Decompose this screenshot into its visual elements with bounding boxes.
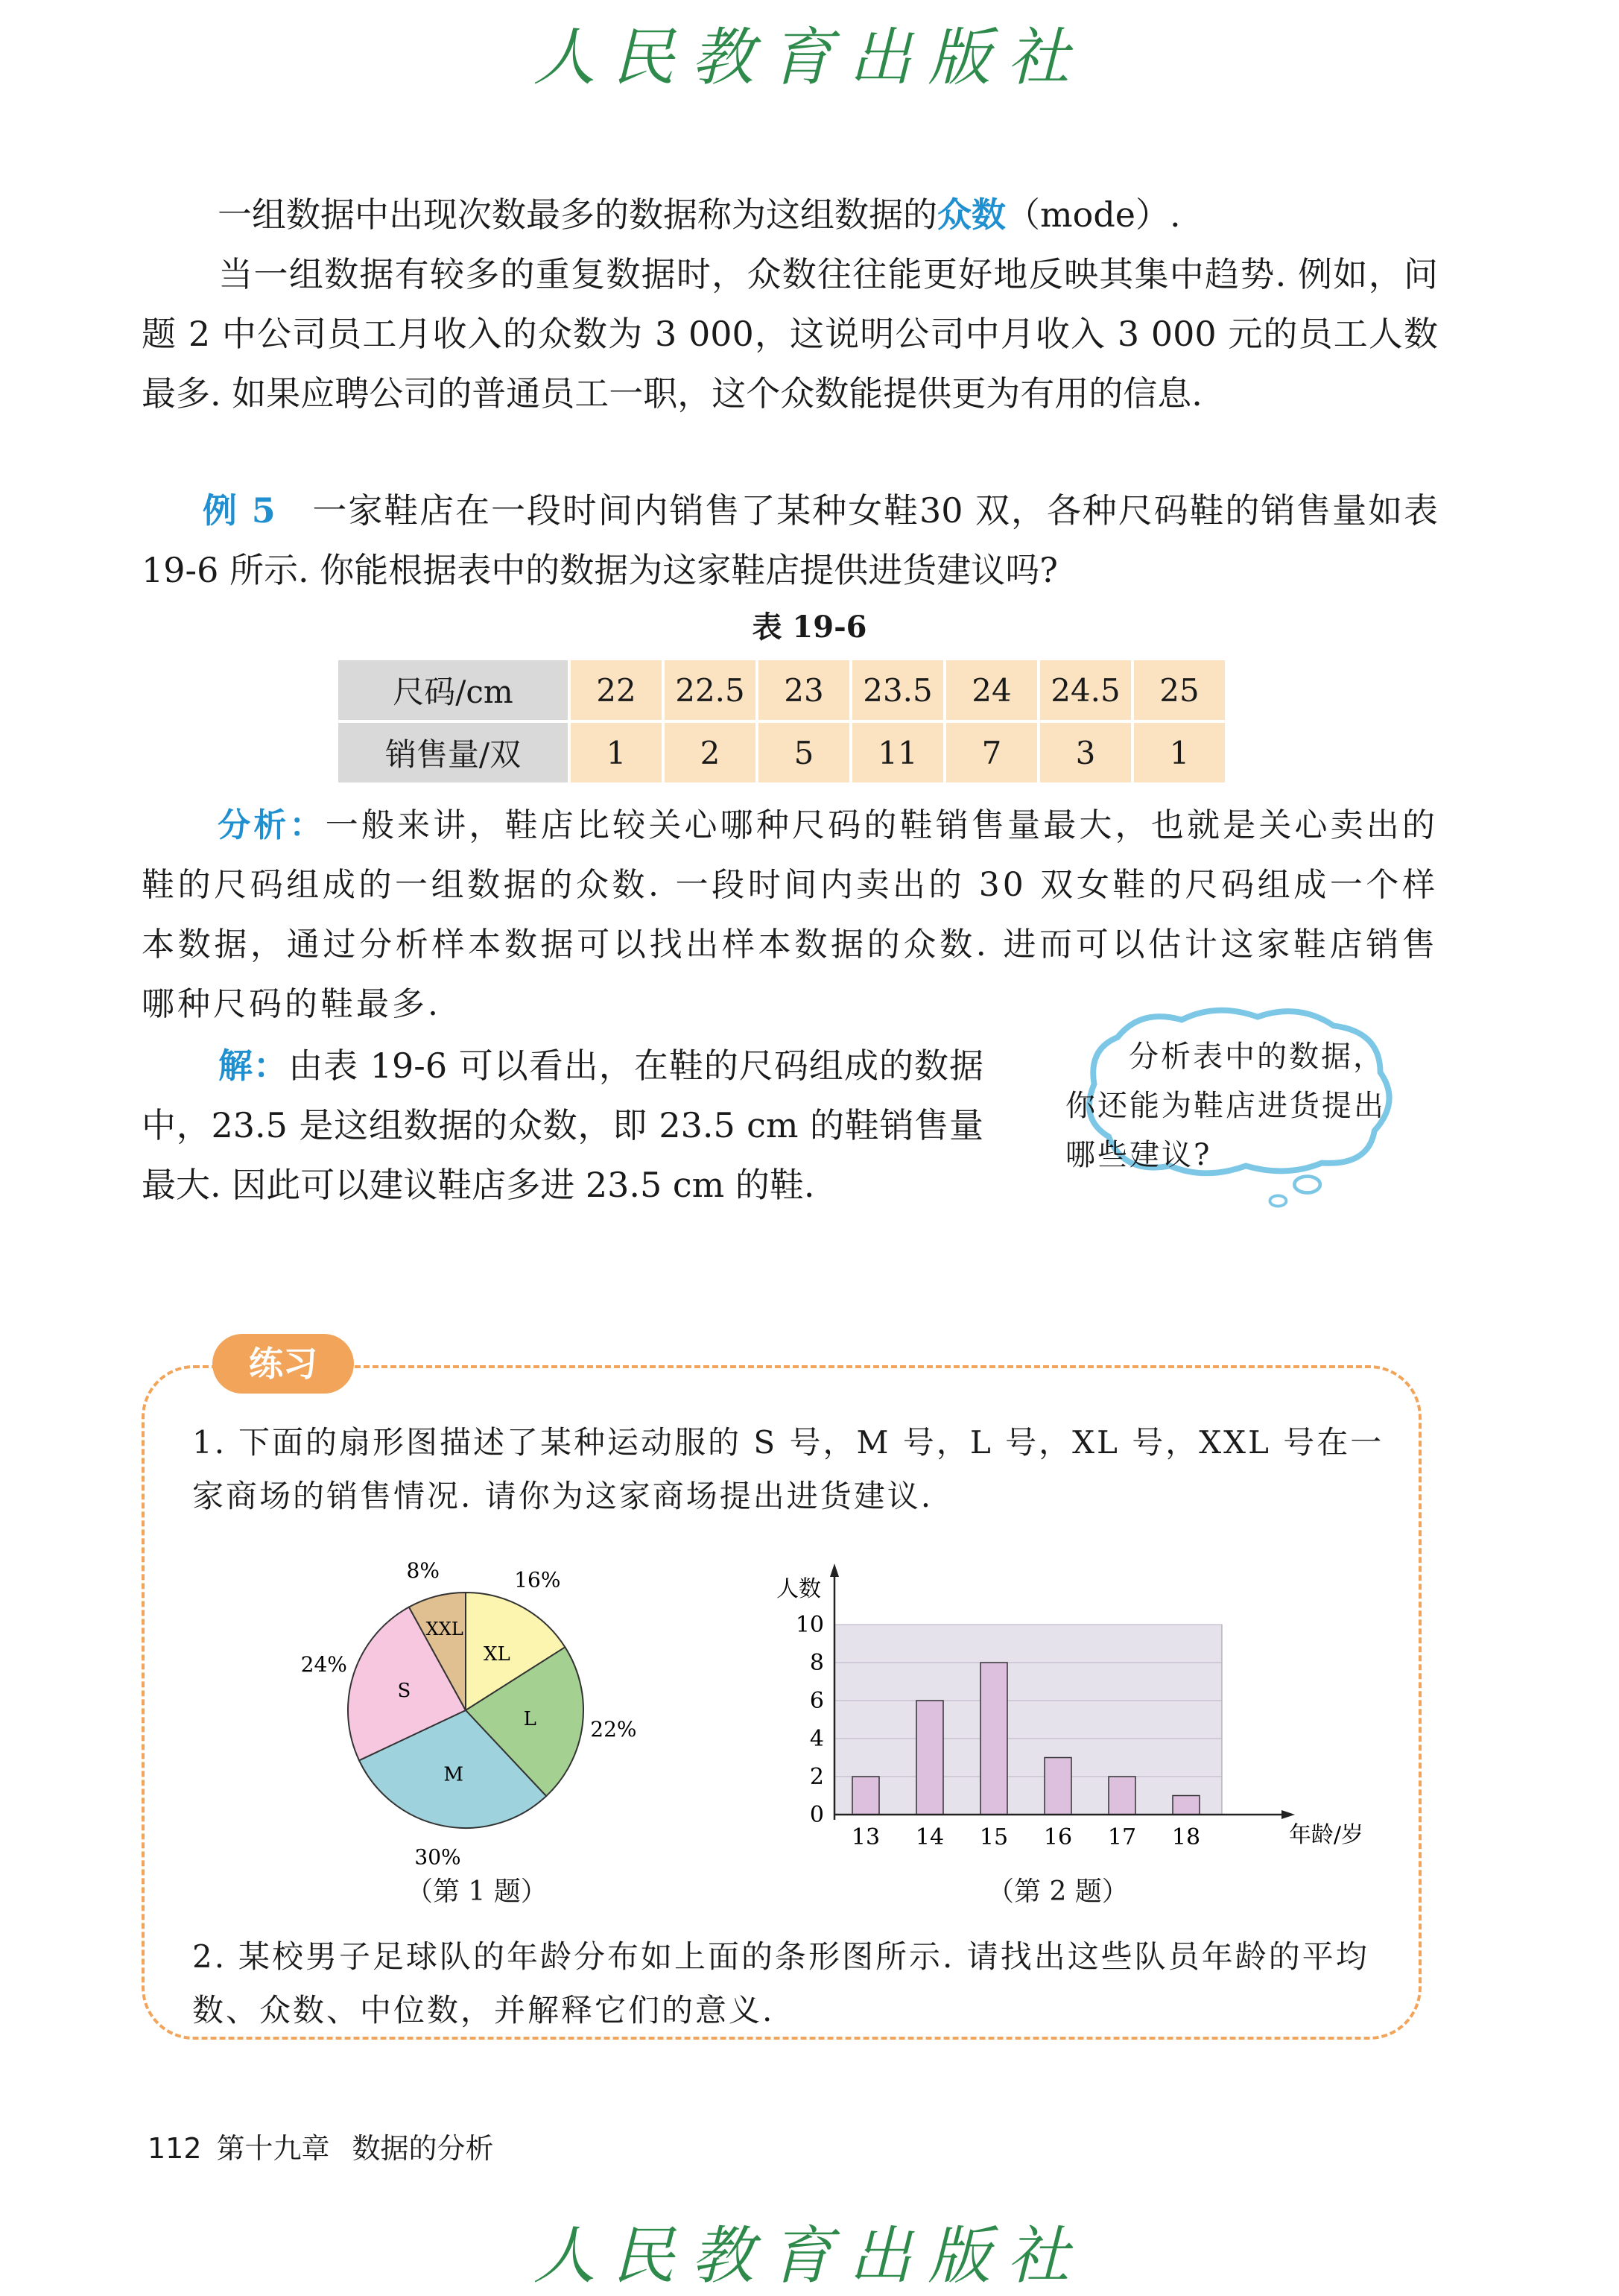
bar-chart: [753, 1550, 1364, 1863]
y-tick-label: 2: [809, 1764, 824, 1790]
size-cell: 23.5: [851, 659, 945, 721]
example-text: 一家鞋店在一段时间内销售了某种女鞋30 双，各种尺码鞋的销售量如表 19-6 所示. 你能根据表中的数据为这家鞋店提供进货建议吗?: [142, 490, 1439, 590]
caption-question-1: （第 1 题）: [406, 1876, 548, 1907]
bubble-question: 分析表中的数据，你还能为鞋店进货提出哪些建议?: [1065, 1040, 1386, 1172]
question-2-text: 某校男子足球队的年龄分布如上面的条形图所示. 请找出这些队员年龄的平均数、众数、中位数，并解释它们的意义.: [192, 1938, 1369, 2028]
x-axis-label: 年龄/岁: [1288, 1822, 1364, 1848]
pie-percent-label: 30%: [414, 1844, 461, 1870]
bar-18: [1173, 1796, 1200, 1815]
question-1-text: 下面的扇形图描述了某种运动服的 S 号，M 号，L 号，XL 号，XXL 号在一家商场的销售情况. 请你为这家商场提出进货建议.: [192, 1424, 1384, 1514]
sales-header: 销售量/双: [337, 721, 569, 784]
x-tick-label: 16: [1043, 1824, 1073, 1850]
pie-slice-label: L: [523, 1707, 536, 1730]
size-cell: 24.5: [1039, 659, 1132, 721]
solution-text: 由表 19-6 可以看出，在鞋的尺码组成的数据中，23.5 是这组数据的众数，即 23.5 cm 的鞋销售量最大. 因此可以建议鞋店多进 23.5 cm 的鞋.: [142, 1046, 983, 1205]
solution-paragraph: [142, 1036, 983, 1215]
sales-cell: 1: [1132, 721, 1226, 784]
size-cell: 22: [569, 659, 663, 721]
table-title: 表 19-6: [752, 610, 867, 645]
pie-chart: [276, 1550, 693, 1878]
definition-paragraph: [142, 185, 1438, 244]
bar-13: [852, 1777, 879, 1815]
sales-cell: 2: [663, 721, 757, 784]
pie-percent-label: 8%: [406, 1557, 440, 1583]
y-tick-label: 0: [809, 1802, 824, 1828]
sales-cell: 3: [1039, 721, 1132, 784]
size-cell: 24: [945, 659, 1039, 721]
pie-percent-label: 22%: [590, 1717, 637, 1742]
pie-slice-label: S: [397, 1680, 411, 1703]
x-tick-label: 15: [979, 1824, 1009, 1850]
y-tick-label: 10: [795, 1612, 824, 1638]
thought-bubble-text: [1065, 1032, 1416, 1180]
x-tick-label: 14: [915, 1824, 945, 1850]
example-paragraph: [142, 481, 1438, 600]
x-axis-arrow-icon: [1281, 1810, 1295, 1819]
y-tick-label: 8: [809, 1650, 824, 1676]
sales-cell: 5: [757, 721, 851, 784]
bar-16: [1045, 1758, 1071, 1815]
table-row: [337, 659, 1226, 721]
plot-background: [834, 1625, 1222, 1815]
y-axis-arrow-icon: [830, 1563, 839, 1577]
y-axis-label: 人数: [776, 1576, 821, 1602]
table-row: [337, 721, 1226, 784]
size-cell: 25: [1132, 659, 1226, 721]
bar-14: [916, 1701, 943, 1815]
pie-percent-label: 16%: [514, 1567, 561, 1593]
shoe-sales-table: [335, 657, 1228, 785]
pie-slice-label: M: [443, 1763, 464, 1786]
analysis-label: 分析：: [218, 806, 326, 844]
mode-english: （mode）.: [1006, 195, 1181, 235]
solution-label: 解：: [218, 1046, 289, 1086]
example-label: 例 5: [201, 490, 276, 531]
question-2: [192, 1930, 1384, 2037]
publisher-logo-bottom: 人民教育出版社: [533, 2219, 1086, 2292]
x-tick-label: 13: [851, 1824, 881, 1850]
y-tick-label: 4: [809, 1726, 824, 1752]
bar-15: [980, 1663, 1007, 1815]
size-cell: 23: [757, 659, 851, 721]
bar-17: [1109, 1777, 1135, 1815]
caption-question-2: （第 2 题）: [987, 1876, 1129, 1907]
pie-slice-label: XXL: [425, 1618, 463, 1639]
question-1-number: 1.: [192, 1424, 227, 1461]
question-1: [192, 1416, 1384, 1523]
question-2-number: 2.: [192, 1938, 227, 1975]
explanation-text: 当一组数据有较多的重复数据时，众数往往能更好地反映其集中趋势. 例如，问题 2 中公司员工月收入的众数为 3 000，这说明公司中月收入 3 000 元的员工人数最多. 如果应聘公司的普通员工一职，这个众数能提供更为有用的信息.: [142, 254, 1438, 414]
sales-cell: 1: [569, 721, 663, 784]
page-footer: [148, 2125, 494, 2166]
y-tick-label: 6: [809, 1688, 824, 1714]
pie-slice-label: XL: [483, 1642, 510, 1666]
x-tick-label: 18: [1171, 1824, 1201, 1850]
page-number: 112: [148, 2132, 202, 2165]
size-header: 尺码/cm: [337, 659, 569, 721]
explanation-paragraph: [142, 244, 1438, 423]
analysis-text: 一般来讲，鞋店比较关心哪种尺码的鞋销售量最大，也就是关心卖出的鞋的尺码组成的一组数据的众数. 一段时间内卖出的 30 双女鞋的尺码组成一个样本数据，通过分析样本数据可以找出样本数据的众数. 进而可以估计这家鞋店销售哪种尺码的鞋最多.: [142, 806, 1439, 1023]
x-tick-label: 17: [1107, 1824, 1137, 1850]
analysis-paragraph: [142, 796, 1438, 1034]
chapter-title: 数据的分析: [352, 2132, 494, 2165]
chapter-number: 第十九章: [216, 2132, 330, 2165]
sales-cell: 7: [945, 721, 1039, 784]
exercise-tag: 练习: [212, 1334, 354, 1394]
pie-percent-label: 24%: [300, 1652, 347, 1677]
sales-cell: 11: [851, 721, 945, 784]
size-cell: 22.5: [663, 659, 757, 721]
definition-text: 一组数据中出现次数最多的数据称为这组数据的: [218, 195, 937, 235]
publisher-logo-top: 人民教育出版社: [533, 21, 1086, 94]
mode-term: 众数: [937, 195, 1006, 235]
